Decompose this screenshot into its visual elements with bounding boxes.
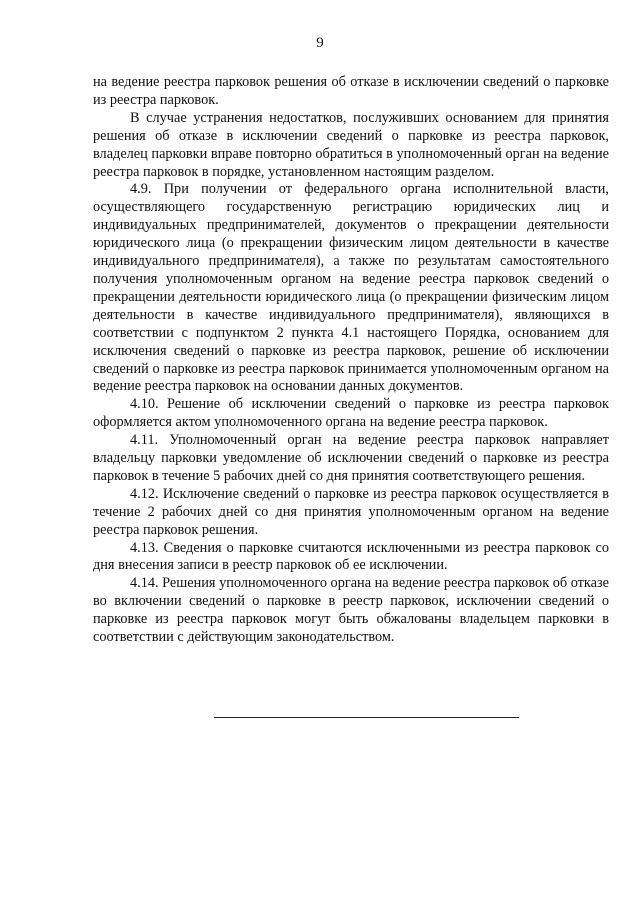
- paragraph-correction-resubmission: В случае устранения недостатков, послуживших основанием для принятия решения об отказе в исключении сведений о парковке из реестра парковок, владелец парковки вправе повторно обратиться в уполномоченный орган на ведение реестра парковок в порядке, установленном настоящим разделом.: [93, 109, 609, 180]
- page-number: 9: [316, 35, 324, 51]
- paragraph-4-10: 4.10. Решение об исключении сведений о парковке из реестра парковок оформляется актом уполномоченного органа на ведение реестра парковок.: [93, 396, 609, 431]
- document-body: [93, 74, 609, 647]
- paragraph-4-12: 4.12. Исключение сведений о парковке из реестра парковок осуществляется в течение 2 рабочих дней со дня принятия уполномоченным органом на ведение реестра парковок решения.: [93, 485, 609, 538]
- paragraph-4-11: 4.11. Уполномоченный орган на ведение реестра парковок направляет владельцу парковки уведомление об исключении сведений о парковке из реестра парковок в течение 5 рабочих дней со дня принятия соответствующего решения.: [93, 432, 609, 484]
- paragraph-continuation: на ведение реестра парковок решения об отказе в исключении сведений о парковке из реестра парковок.: [93, 74, 609, 108]
- paragraph-4-14: 4.14. Решения уполномоченного органа на ведение реестра парковок об отказе во включении сведений о парковке в реестр парковок, исключении сведений о парковке из реестра парковок могут быть обжалованы владельцем парковки в соответствии с действующим законодательством.: [93, 575, 610, 646]
- paragraph-4-9: 4.9. При получении от федерального органа исполнительной власти, осуществляющего государственную регистрацию юридических лиц и индивидуальных предпринимателей, документов о прекращении деятельности юридического лица (о прекращении физическим лицом деятельности в качестве индивидуального предпринимателя), а также по результатам самостоятельного получения уполномоченным органом на ведение реестра парковок сведений о прекращении деятельности юридического лица (о прекращении физическим лицом деятельности в качестве индивидуального предпринимателя), являющихся в соответствии с подпунктом 2 пункта 4.1 настоящего Порядка, основанием для исключения сведений о парковке из реестра парковок, решение об исключении сведений о парковке из реестра парковок принимается уполномоченным органом на ведение реестра парковок на основании данных документов.: [93, 181, 609, 395]
- end-of-document-rule: [214, 717, 519, 718]
- paragraph-4-13: 4.13. Сведения о парковке считаются исключенными из реестра парковок со дня внесения записи в реестр парковок об ее исключении.: [93, 539, 609, 574]
